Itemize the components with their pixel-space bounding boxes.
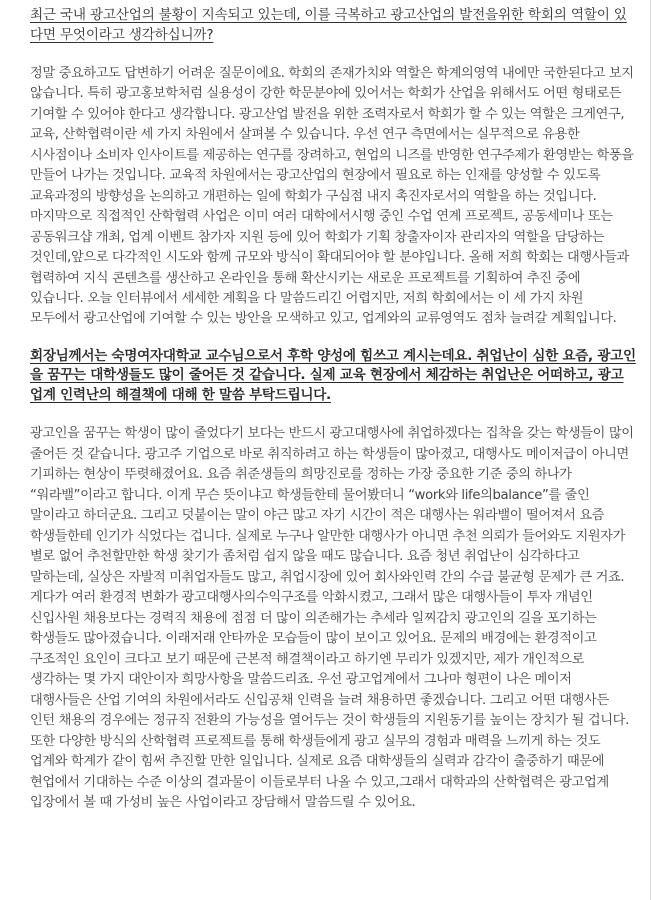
- interview-question-1: 최근 국내 광고산업의 불황이 지속되고 있는데, 이를 극복하고 광고산업의 발전을위한 학회의 역할이 있다면 무엇이라고 생각하십니까?: [30, 7, 627, 43]
- interview-question-2: 회장님께서는 숙명여자대학교 교수님으로서 후학 양성에 힘쓰고 계시는데요. 취업난이 심한 요즘, 광고인을 꿈꾸는 대학생들도 많이 줄어든 것 같습니다. 실제 교육 현장에서 체감하는 취업난은 어떠하고, 광고업계 인력난의 해결책에 대해 한 말씀 부탁드립니다.: [30, 347, 636, 403]
- interview-answer-1: 정말 중요하고도 답변하기 어려운 질문이에요. 학회의 존재가치와 역할은 학계의영역 내에만 국한된다고 보지 않습니다. 특히 광고홍보학처럼 실용성이 강한 학문분야에 있어서는 학회가 산업을 위해서도 어떤 형태로든 기여할 수 있어야 한다고 생각합니다. 광고산업 발전을 위한 조력자로서 학회가 할 수 있는 역할은 크게연구, 교육, 산학협력이란 세 가지 차원에서 살펴볼 수 있습니다. 우선 연구 측면에서는 실무적으로 유용한 시사점이나 소비자 인사이트를 제공하는 연구를 장려하고, 현업의 니즈를 반영한 연구주제가 환영받는 학풍을 만들어 나가는 것입니다. 교육적 차원에서는 광고산업의 현장에서 필요로 하는 인재를 양성할 수 있도록 교육과정의 방향성을 논의하고 개편하는 일에 학회가 구심점 내지 촉진자로서의 역할을 하는 것입니다. 마지막으로 직접적인 산학협력 사업은 이미 여러 대학에서시행 중인 수업 연계 프로젝트, 공동세미나 또는 공동워크샵 개최, 업계 이벤트 참가자 지원 등에 있어 학회가 기획 창출자이자 관리자의 역할을 담당하는 것인데,앞으로 다각적인 시도와 함께 규모와 방식이 확대되어야 할 분야입니다. 올해 저희 학회는 대행사들과 협력하여 지식 콘텐츠를 생산하고 온라인을 통해 확산시키는 새로운 프로젝트를 기획하여 추진 중에 있습니다. 오늘 인터뷰에서 세세한 계획을 다 말씀드리긴 어렵지만, 저희 학회에서는 이 세 가지 차원 모두에서 광고산업에 기여할 수 있는 방안을 모색하고 있고, 업계와의 교류영역도 점차 늘려갈 계획입니다.: [30, 66, 634, 327]
- interview-answer-2: 광고인을 꿈꾸는 학생이 많이 줄었다기 보다는 반드시 광고대행사에 취업하겠다는 집착을 갖는 학생들이 많이 줄어든 것 같습니다. 광고주 기업으로 바로 취직하려고 하는 학생들이 많아졌고, 대행사도 메이저급이 아니면 기피하는 현상이 뚜렷해졌어요. 요즘 취준생들의 희망진로를 정하는 가장 중요한 기준 중의 하나가 “워라밸”이라고 합니다. 이게 무슨 뜻이냐고 학생들한테 물어봤더니 “work와 life의balance”를 줄인 말이라고 하더군요. 그리고 덧붙이는 말이 야근 많고 자기 시간이 적은 대행사는 워라밸이 떨어져서 요즘 학생들한테 인기가 식었다는 겁니다. 실제로 누구나 알만한 대행사가 아니면 추천 의뢰가 들어와도 지원자가 별로 없어 추천할만한 학생 찾기가 좀처럼 쉽지 않을 때도 많습니다. 요즘 청년 취업난이 심각하다고 말하는데, 실상은 자발적 미취업자들도 많고, 취업시장에 있어 회사와인력 간의 수급 불균형 문제가 큰 거죠. 게다가 여러 환경적 변화가 광고대행사의수익구조를 악화시켰고, 그래서 많은 대행사들이 투자 개념인 신입사원 채용보다는 경력직 채용에 점점 더 많이 의존해가는 추세라 일찌감치 광고인의 길을 포기하는 학생들도 많아졌습니다. 이래저래 안타까운 모습들이 많이 보이고 있어요. 문제의 배경에는 환경적이고 구조적인 요인이 크다고 보기 때문에 근본적 해결책이라고 하기엔 무리가 있겠지만, 제가 개인적으로 생각하는 몇 가지 대안이자 희망사항을 말씀드리죠. 우선 광고업계에서 그나마 형편이 나은 메이저 대행사들은 산업 기여의 차원에서라도 신입공채 인력을 늘려 채용하면 좋겠습니다. 그리고 어떤 대행사든 인턴 채용의 경우에는 정규직 전환의 가능성을 열어두는 것이 학생들의 지원동기를 높이는 장치가 될 겁니다. 또한 다양한 방식의 산학협력 프로젝트를 통해 학생들에게 광고 실무의 경험과 매력을 느끼게 하는 것도 업계와 학계가 같이 힘써 추진할 만한 일입니다. 실제로 요즘 대학생들의 실력과 감각이 출중하기 때문에 현업에서 기대하는 수준 이상의 결과물이 이들로부터 나올 수 있고,그래서 대학과의 산학협력은 광고업계 입장에서 볼 때 가성비 높은 사업이라고 장담해서 말씀드릴 수 있어요.: [30, 426, 634, 811]
